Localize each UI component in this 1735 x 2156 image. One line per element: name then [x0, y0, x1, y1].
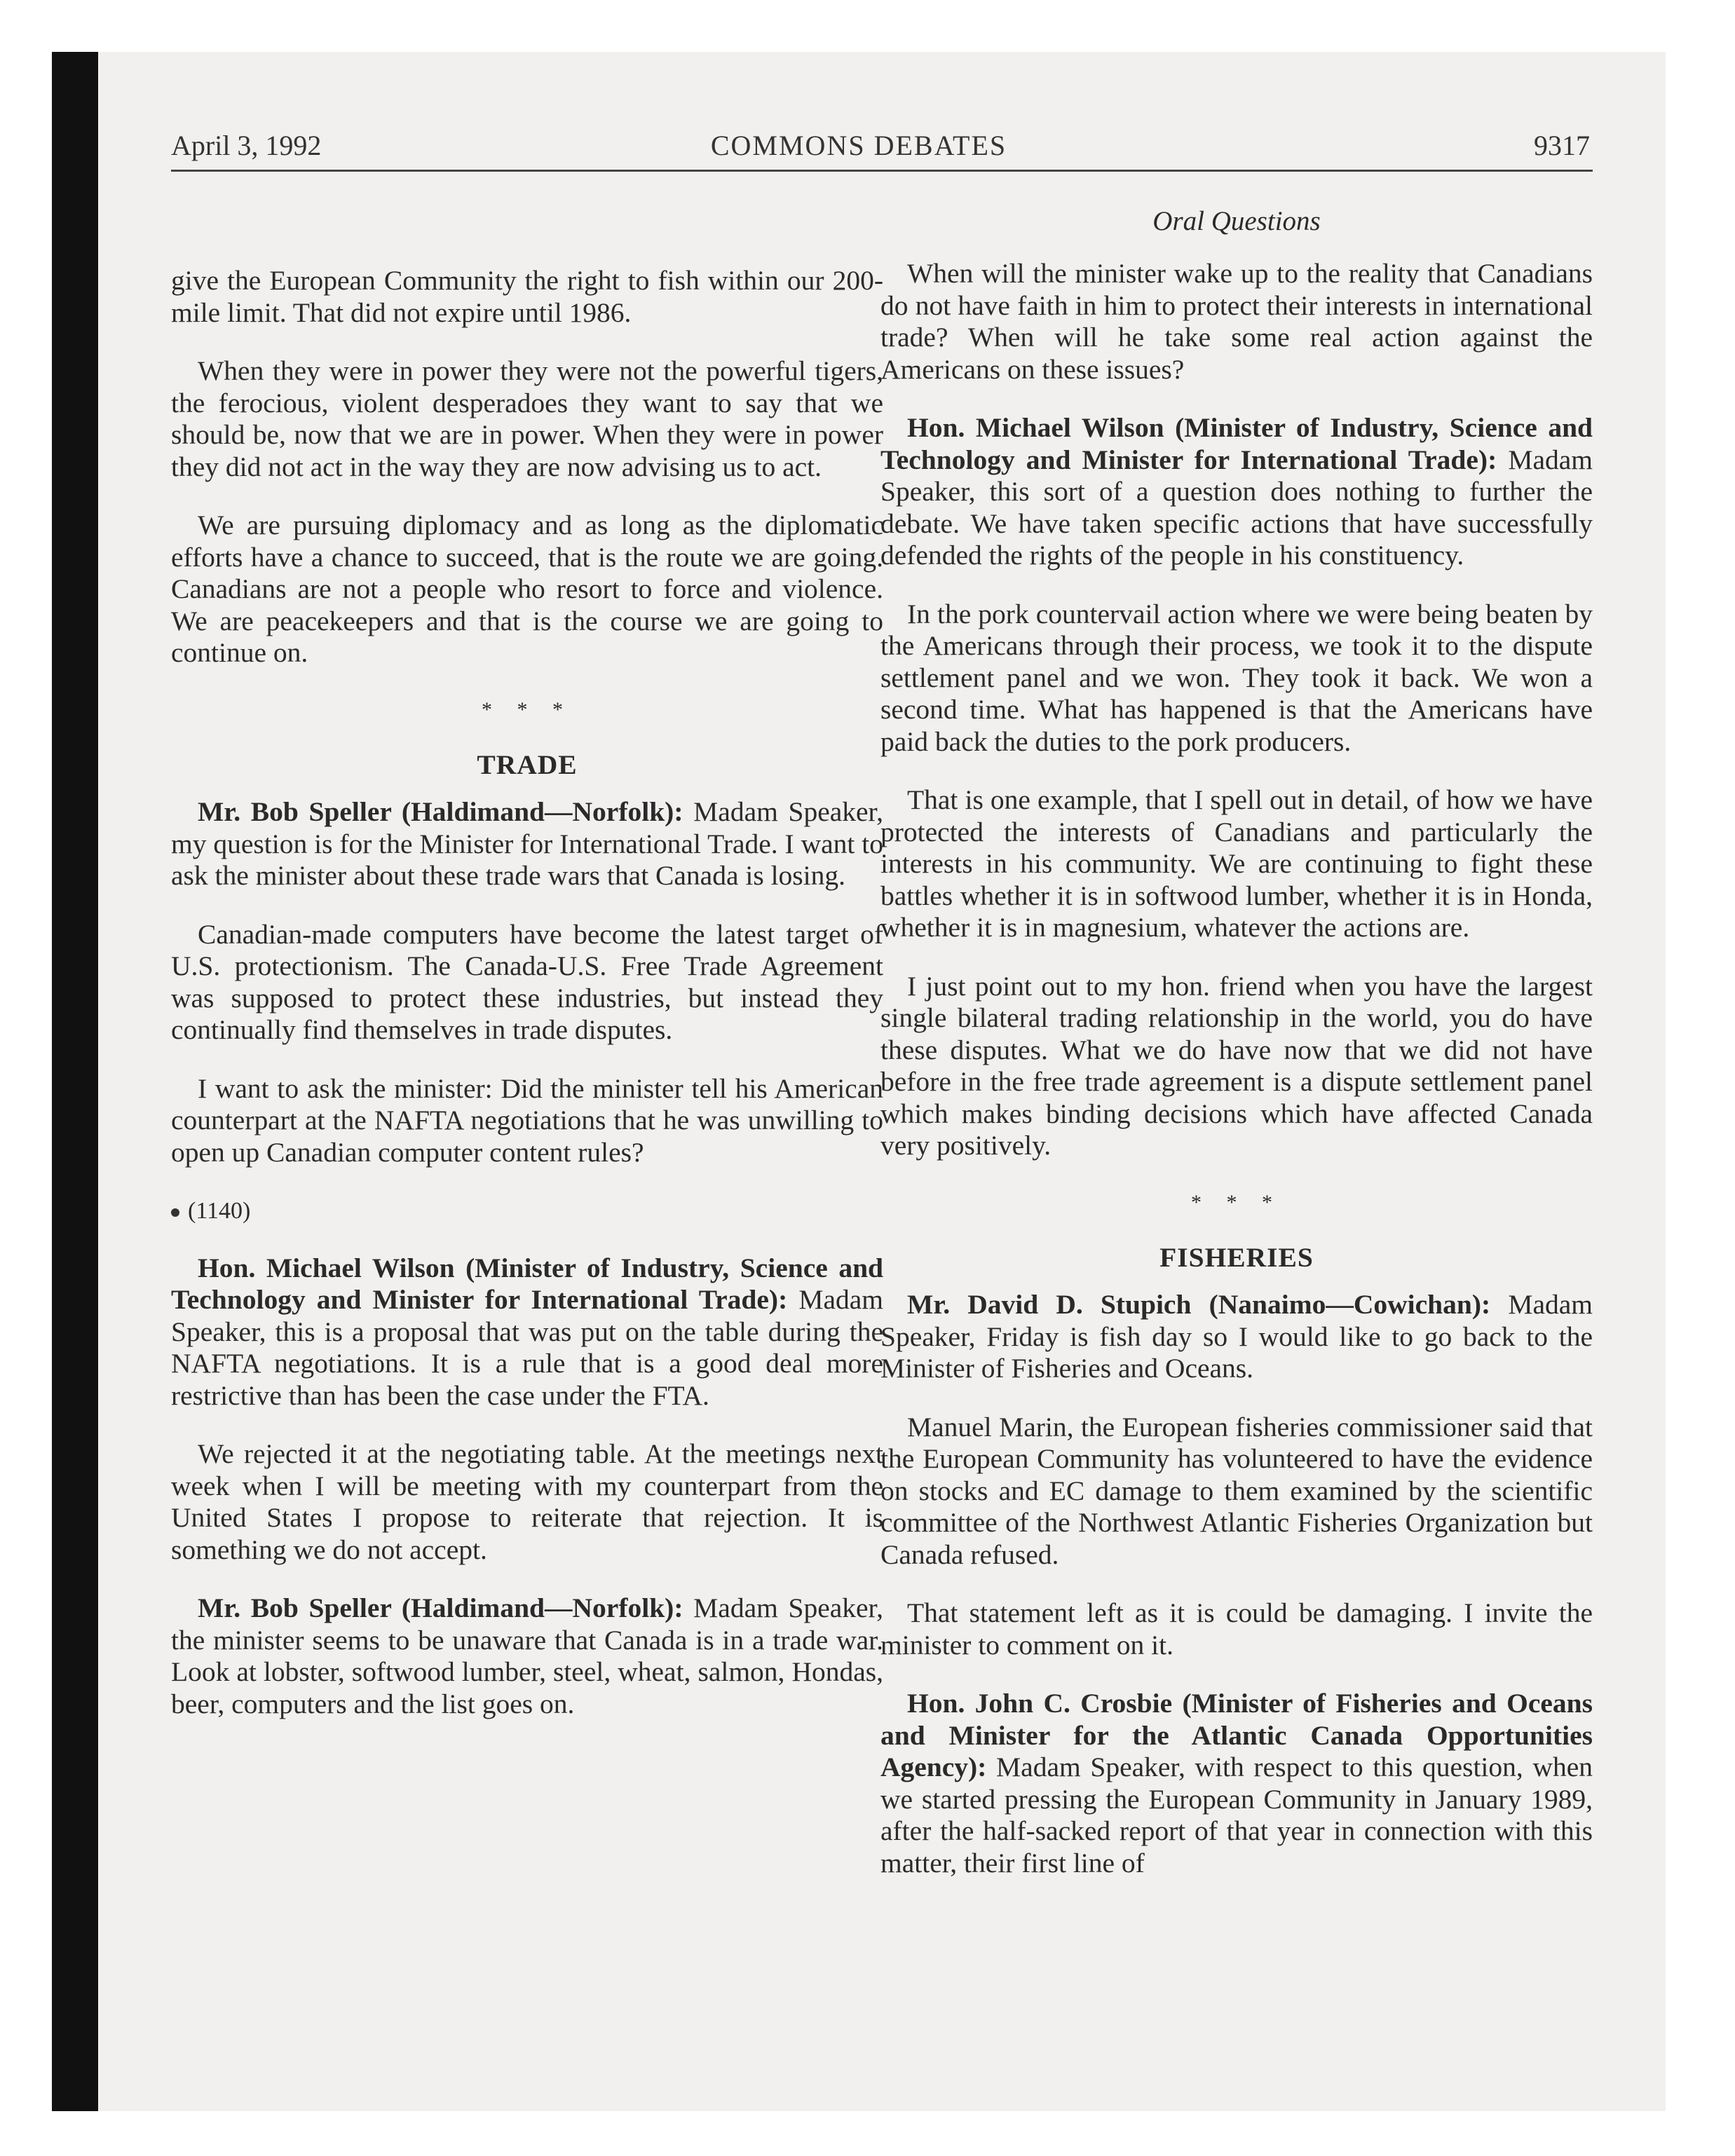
- speaker-name: Mr. Bob Speller (Haldimand—Norfolk):: [198, 796, 683, 827]
- paragraph: We rejected it at the negotiating table. At the meetings next week when I will be meeting with my counterpart from the United States I propose to reiterate that rejection. It is something we do not accept.: [171, 1438, 883, 1565]
- paragraph: When will the minister wake up to the reality that Canadians do not have faith in him to protect their interests in international trade? When will he take some real action against the Americans on these issues?: [880, 258, 1593, 385]
- header-date: April 3, 1992: [171, 130, 322, 161]
- timestamp-text: (1140): [188, 1198, 251, 1224]
- speech-text: Madam Speaker, my question is for the Minister for International Trade. I want to ask the minister about these trade wars that Canada is losing.: [171, 796, 884, 891]
- speaker-name: Hon. John C. Crosbie (Minister of Fisheries and Oceans and Minister for the Atlantic Canada Opportunities Agency):: [880, 1688, 1593, 1782]
- paragraph: I just point out to my hon. friend when you have the largest single bilateral trading relationship in the world, you do have these disputes. What we do have now that we did not have before in the free trade agreement is a dispute settlement panel which makes binding decisions which have affected Canada very positively.: [880, 970, 1593, 1161]
- left-column: [171, 265, 883, 1747]
- header-rule: [171, 170, 1593, 172]
- speech-text: Madam Speaker, the minister seems to be unaware that Canada is in a trade war. Look at lobster, softwood lumber, steel, wheat, salmon, Hondas, beer, computers and the list goes on.: [171, 1592, 884, 1719]
- paragraph: Canadian-made computers have become the latest target of U.S. protectionism. The Canada-U.S. Free Trade Agreement was supposed to protect these industries, but instead they continually find themselves in trade disputes.: [171, 918, 883, 1045]
- speech-text: Madam Speaker, Friday is fish day so I would like to go back to the Minister of Fisheries and Oceans.: [880, 1289, 1593, 1384]
- speaker-name: Hon. Michael Wilson (Minister of Industry, Science and Technology and Minister for International Trade):: [171, 1252, 883, 1315]
- section-separator: * * *: [482, 697, 573, 721]
- speaker-name: Hon. Michael Wilson (Minister of Industry, Science and Technology and Minister for International Trade):: [880, 412, 1593, 475]
- speech-paragraph: [880, 1688, 1593, 1879]
- header-page-number: 9317: [1534, 130, 1590, 161]
- scan-edge-bar: [52, 52, 98, 2111]
- speech-paragraph: [880, 1289, 1593, 1385]
- header-title: COMMONS DEBATES: [710, 130, 1007, 161]
- section-label: Oral Questions: [1152, 206, 1321, 236]
- speech-paragraph: [171, 1592, 883, 1720]
- speech-paragraph: [171, 1253, 883, 1412]
- section-separator: * * *: [1191, 1190, 1282, 1214]
- paragraph: I want to ask the minister: Did the minister tell his American counterpart at the NAFTA negotiations that he was unwilling to open up Canadian computer content rules?: [171, 1072, 883, 1168]
- paragraph: When they were in power they were not the powerful tigers, the ferocious, violent desperadoes they want to say that we should be, now that we are in power. When they were in power they did not act in the way they are now advising us to act.: [171, 355, 883, 482]
- paragraph: give the European Community the right to fish within our 200-mile limit. That did not expire until 1986.: [171, 265, 883, 328]
- speech-paragraph: [171, 796, 883, 892]
- speech-text: Madam Speaker, this is a proposal that was put on the table during the NAFTA negotiations. It is a rule that is a good deal more restrictive than has been the case under the FTA.: [171, 1284, 883, 1411]
- timestamp: [171, 1195, 883, 1227]
- paragraph: That statement left as it is could be damaging. I invite the minister to comment on it.: [880, 1597, 1593, 1660]
- section-heading-fisheries: FISHERIES: [1159, 1241, 1314, 1273]
- scanned-page: [52, 52, 1666, 2111]
- right-column: [880, 258, 1593, 1906]
- speaker-name: Mr. Bob Speller (Haldimand—Norfolk):: [198, 1592, 683, 1623]
- section-heading-trade: TRADE: [477, 749, 578, 780]
- paragraph: We are pursuing diplomacy and as long as the diplomatic efforts have a chance to succeed, that is the route we are going. Canadians are not a people who resort to force and violence. We are peacekeepers and that is the course we are going to continue on.: [171, 510, 883, 668]
- speaker-name: Mr. David D. Stupich (Nanaimo—Cowichan):: [907, 1289, 1491, 1320]
- bullet-icon: [171, 1208, 179, 1217]
- speech-text: Madam Speaker, with respect to this question, when we started pressing the European Community in January 1989, after the half-sacked report of that year in connection with this matter, their first line of: [880, 1752, 1593, 1878]
- paragraph: That is one example, that I spell out in detail, of how we have protected the interests of Canadians and particularly the interests in his community. We are continuing to fight these battles whether it is in softwood lumber, whether it is in Honda, whether it is in magnesium, whatever the actions are.: [880, 784, 1593, 943]
- speech-paragraph: [880, 412, 1593, 572]
- speech-text: Madam Speaker, this sort of a question does nothing to further the debate. We have taken specific actions that have successfully defended the rights of the people in his constituency.: [880, 444, 1593, 571]
- paragraph: Manuel Marin, the European fisheries commissioner said that the European Community has volunteered to have the evidence on stocks and EC damage to them examined by the scientific committee of the Northwest Atlantic Fisheries Organization but Canada refused.: [880, 1411, 1593, 1570]
- paragraph: In the pork countervail action where we were being beaten by the Americans through their process, we took it to the dispute settlement panel and we won. They took it back. We won a second time. What has happened is that the Americans have paid back the duties to the pork producers.: [880, 598, 1593, 757]
